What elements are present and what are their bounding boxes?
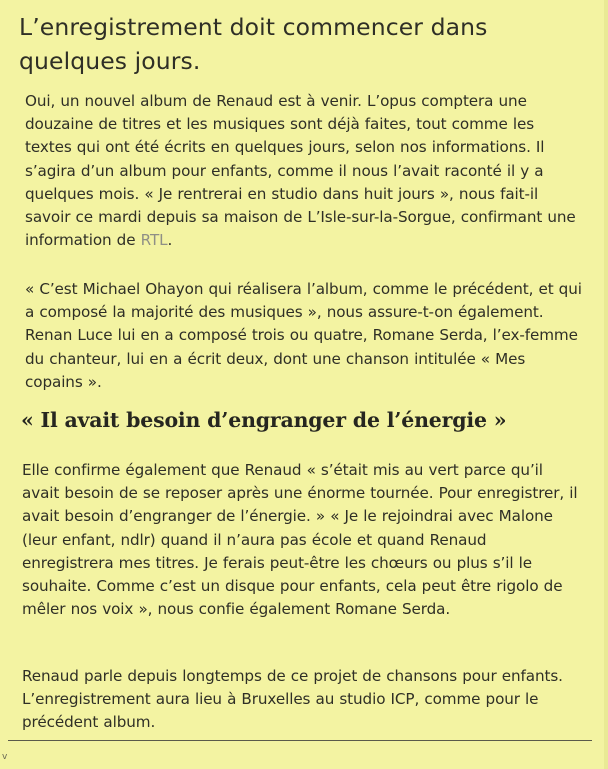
paragraph-intro-text: Oui, un nouvel album de Renaud est à venir. L’opus comptera une douzaine de titres et les musiques sont déjà faites, tout comme les textes qui ont été écrits en quelques jours, selon nos informations. Il s’agira d’un album pour enfants, comme il nous l’avait raconté il y a quelques mois. « Je rentrerai en studio dans huit jours », nous fait-il savoir ce mardi depuis sa maison de L’Isle-sur-la-Sorgue, confirmant une information de	[25, 92, 576, 250]
scroll-edge	[604, 0, 608, 769]
paragraph-closing: Renaud parle depuis longtemps de ce projet de chansons pour enfants. L’enregistrement aura lieu à Bruxelles au studio ICP, comme pour le précédent album.	[22, 667, 563, 732]
paragraph-intro-end: .	[167, 231, 173, 250]
footer-mark: v	[2, 752, 8, 762]
paragraph-intro	[25, 90, 585, 252]
section-heading: L’enregistrement doit commencer dans quelques jours.	[19, 13, 488, 75]
paragraph-confirmation: Elle confirme également que Renaud « s’était mis au vert parce qu’il avait besoin de se reposer après une énorme tournée. Pour enregistrer, il avait besoin d’engranger de l’énergie. » « Je le rejoindrai avec Malone (leur enfant, ndlr) quand il n’aura pas école et quand Renaud enregistrera mes titres. Je ferais peut-être les chœurs ou plus s’il le souhaite. Comme c’est un disque pour enfants, cela peut être rigolo de mêler nos voix », nous confie également Romane Serda.	[22, 461, 578, 619]
rtl-link[interactable]: RTL	[140, 231, 168, 250]
divider	[8, 740, 592, 741]
paragraph-quote: « C’est Michael Ohayon qui réalisera l’album, comme le précédent, et qui a composé la majorité des musiques », nous assure-t-on également. Renan Luce lui en a composé trois ou quatre, Romane Serda, l’ex-femme du chanteur, lui en a écrit deux, dont une chanson intitulée « Mes copains ».	[25, 280, 582, 391]
subheading: « Il avait besoin d’engranger de l’énergie »	[21, 408, 507, 432]
